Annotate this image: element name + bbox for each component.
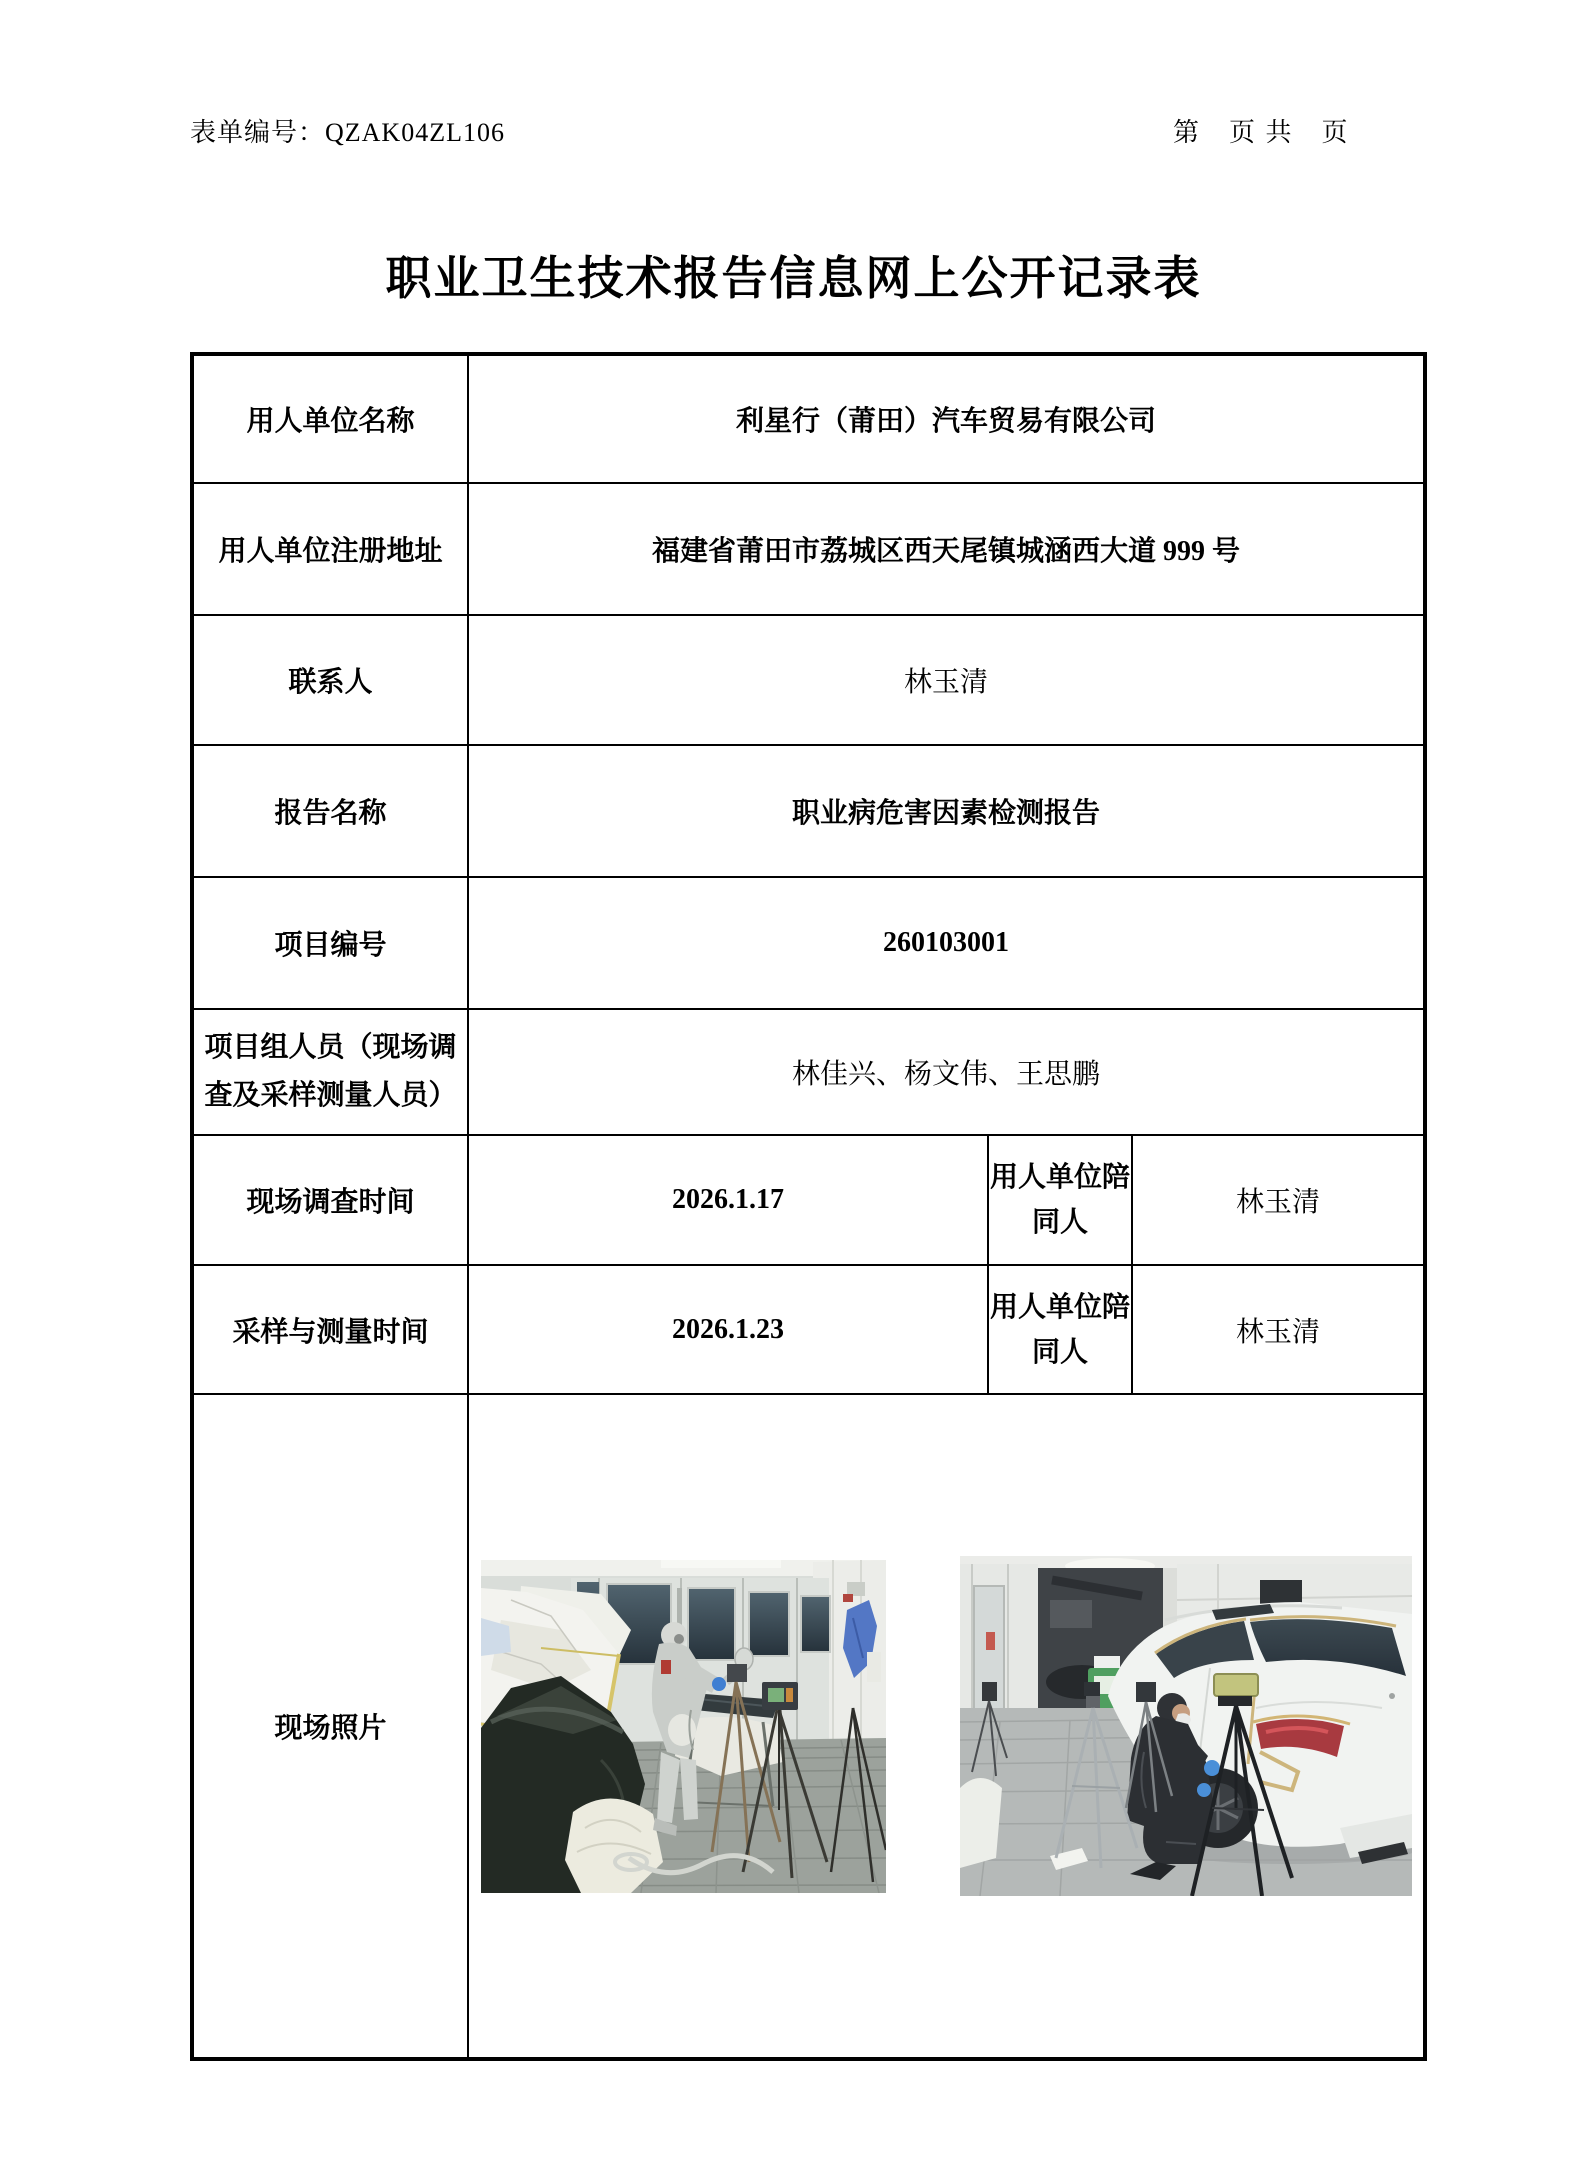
contact-person-value: 林玉清 xyxy=(468,615,1425,745)
site-survey-time-label: 现场调查时间 xyxy=(192,1135,468,1265)
site-survey-date: 2026.1.17 xyxy=(468,1135,988,1265)
project-team-label: 项目组人员（现场调查及采样测量人员） xyxy=(192,1009,468,1135)
employer-name-label: 用人单位名称 xyxy=(192,354,468,483)
row-site-survey-time xyxy=(192,1135,1425,1265)
sampling-date: 2026.1.23 xyxy=(468,1265,988,1394)
registered-address-value: 福建省莆田市荔城区西天尾镇城涵西大道 999 号 xyxy=(468,483,1425,615)
row-contact-person xyxy=(192,615,1425,745)
photo-strip xyxy=(469,1556,1423,1896)
record-table xyxy=(190,352,1427,2061)
site-photos-label: 现场照片 xyxy=(192,1394,468,2059)
spray-booth-sampling-photo xyxy=(481,1560,886,1893)
report-name-label: 报告名称 xyxy=(192,745,468,877)
site-survey-companion-label: 用人单位陪同人 xyxy=(988,1135,1132,1265)
document-title: 职业卫生技术报告信息网上公开记录表 xyxy=(385,253,1202,304)
row-report-name xyxy=(192,745,1425,877)
workshop-sanding-photo xyxy=(960,1556,1412,1896)
row-project-number xyxy=(192,877,1425,1009)
site-photos-cell xyxy=(468,1394,1425,2059)
row-project-team xyxy=(192,1009,1425,1135)
form-number-text: 表单编号：QZAK04ZL106 xyxy=(190,118,505,147)
project-number-value: 260103001 xyxy=(468,877,1425,1009)
registered-address-label: 用人单位注册地址 xyxy=(192,483,468,615)
project-team-value: 林佳兴、杨文伟、王思鹏 xyxy=(468,1009,1425,1135)
sampling-time-label: 采样与测量时间 xyxy=(192,1265,468,1394)
report-name-value: 职业病危害因素检测报告 xyxy=(468,745,1425,877)
site-survey-companion-name: 林玉清 xyxy=(1132,1135,1425,1265)
employer-name-value: 利星行（莆田）汽车贸易有限公司 xyxy=(468,354,1425,483)
sampling-companion-name: 林玉清 xyxy=(1132,1265,1425,1394)
sampling-companion-label: 用人单位陪同人 xyxy=(988,1265,1132,1394)
contact-person-label: 联系人 xyxy=(192,615,468,745)
page-counter-text: 第 页 共 页 xyxy=(1173,118,1350,147)
row-registered-address xyxy=(192,483,1425,615)
row-sampling-time xyxy=(192,1265,1425,1394)
row-site-photos xyxy=(192,1394,1425,2059)
row-employer-name xyxy=(192,354,1425,483)
project-number-label: 项目编号 xyxy=(192,877,468,1009)
